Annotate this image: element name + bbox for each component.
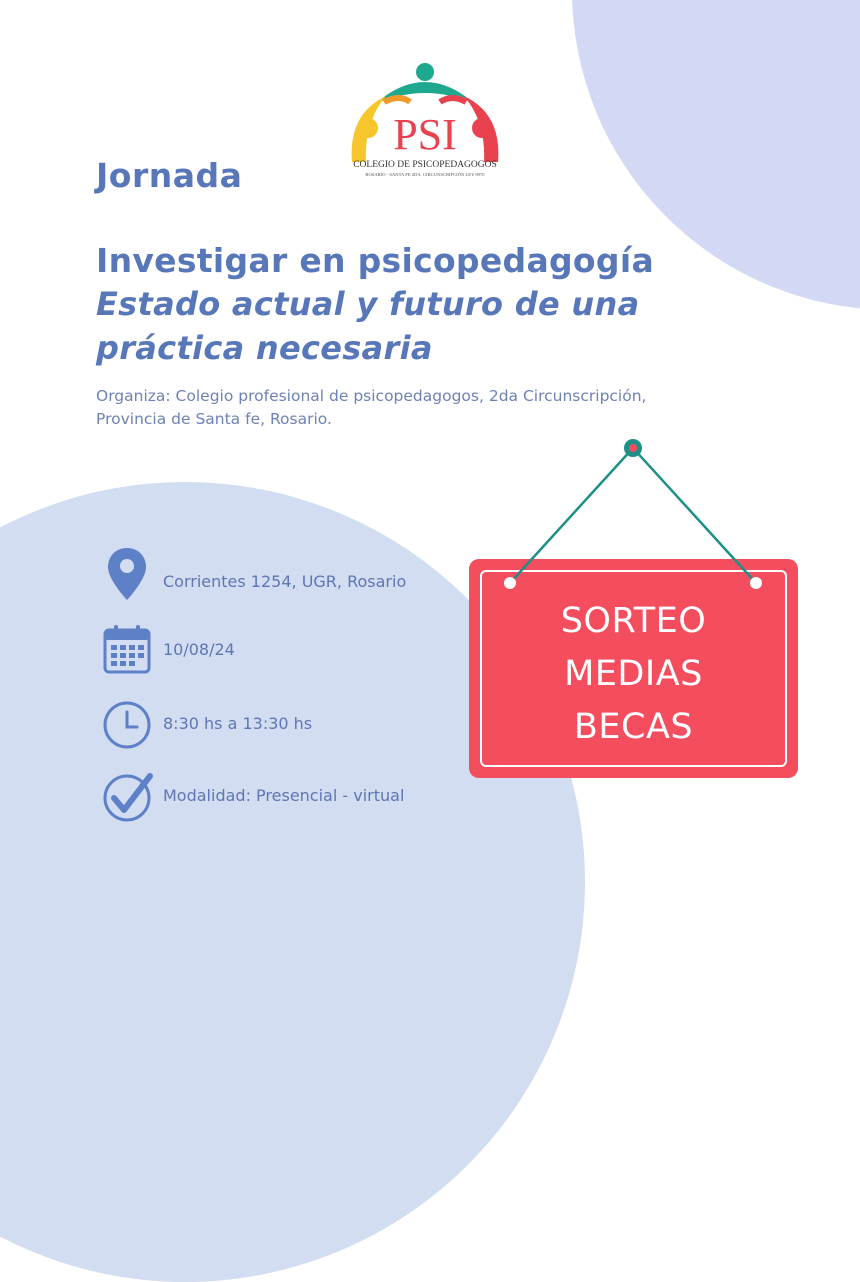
event-subtitle-line2: práctica necesaria — [96, 329, 433, 367]
event-title: Investigar en psicopedagogía — [96, 241, 655, 280]
sign-line-2: MEDIAS — [564, 654, 703, 694]
logo-org-sub: ROSARIO - SANTA FE 2DA. CIRCUNSCRIPCIÓN LEY 9970 — [365, 172, 485, 177]
detail-date-text: 10/08/24 — [163, 640, 235, 659]
logo-org-name: COLEGIO DE PSICOPEDAGOGOS — [353, 160, 497, 170]
detail-location-text: Corrientes 1254, UGR, Rosario — [163, 572, 407, 591]
detail-time-text: 8:30 hs a 13:30 hs — [163, 714, 313, 733]
raffle-sign-text — [469, 595, 798, 754]
event-type-label: Jornada — [96, 156, 243, 195]
clock-icon — [102, 700, 152, 750]
colegio-psicopedagogos-logo — [340, 62, 510, 186]
location-pin-icon — [105, 546, 149, 602]
detail-modality-text: Modalidad: Presencial - virtual — [163, 786, 405, 805]
logo-monogram: PSI — [393, 110, 457, 159]
event-subtitle-line1: Estado actual y futuro de una — [96, 285, 640, 323]
organizer-text: Organiza: Colegio profesional de psicopedagogos, 2da Circunscripción, Provincia de Santa fe, Rosario. — [96, 387, 647, 428]
check-circle-icon — [102, 770, 156, 824]
raffle-sign — [469, 559, 798, 778]
sign-line-1: SORTEO — [560, 601, 707, 641]
calendar-icon — [102, 624, 152, 674]
sign-line-3: BECAS — [573, 707, 694, 747]
